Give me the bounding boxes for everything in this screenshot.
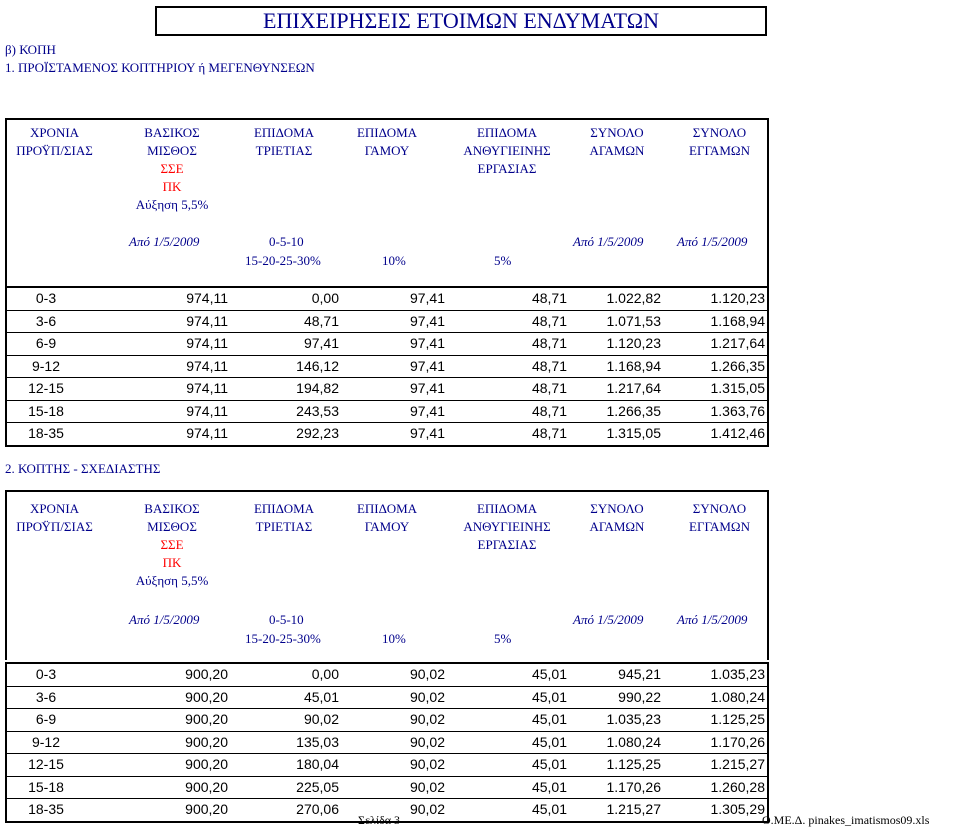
table-cell: 0,00 (311, 666, 339, 682)
table-cell: 15-18 (28, 778, 64, 795)
table-cell: 12-15 (28, 380, 64, 396)
table-cell: 9-12 (31, 357, 61, 374)
page-number: Σελίδα 3 (358, 813, 401, 827)
table-cell: 45,01 (531, 733, 567, 750)
table1-heading: 1. ΠΡΟΪΣΤΑΜΕΝΟΣ ΚΟΠΤΗΡΙΟΥ ή ΜΕΓΕΝΘΥΝΣΕΩΝ (5, 60, 315, 75)
table-cell: 1.125,25 (606, 756, 661, 772)
table-cell: 6-9 (35, 335, 57, 351)
table-cell: 1.215,27 (606, 801, 661, 817)
table2-heading: 2. ΚΟΠΤΗΣ - ΣΧΕΔΙΑΣΤΗΣ (5, 461, 161, 476)
table-cell: 900,20 (185, 711, 228, 727)
table-cell: 900,20 (185, 733, 228, 750)
table-cell: 990,22 (618, 688, 661, 705)
date-single: Από 1/5/2009 (573, 234, 644, 249)
header-total-married: ΣΥΝΟΛΟ ΕΓΓΑΜΩΝ (689, 125, 750, 158)
table-row (7, 732, 767, 755)
table-cell: 45,01 (303, 688, 339, 705)
header-basic-salary: ΒΑΣΙΚΟΣ ΜΙΣΘΟΣ ΣΣΕ ΠΚ Αύξηση 5,5% (135, 501, 209, 588)
table-cell: 900,20 (185, 666, 228, 682)
table-cell: 97,41 (409, 425, 445, 441)
table-cell: 1.315,05 (710, 380, 765, 396)
table-cell: 48,71 (303, 312, 339, 329)
table1-header (5, 118, 769, 288)
table-cell: 12-15 (28, 756, 64, 772)
gamou-pct: 10% (382, 631, 406, 646)
date-married: Από 1/5/2009 (677, 234, 748, 249)
table-cell: 0-3 (35, 290, 57, 306)
table-cell: 90,02 (303, 711, 339, 727)
table-cell: 974,11 (186, 290, 228, 306)
table-row (7, 777, 767, 800)
anthygieinis-pct: 5% (494, 253, 512, 268)
table-cell: 1.412,46 (710, 425, 765, 441)
table-row (7, 401, 767, 424)
table-row (7, 378, 767, 401)
table2-header (5, 490, 769, 660)
table-cell: 90,02 (409, 778, 445, 795)
table-cell: 1.080,24 (606, 733, 661, 750)
table-cell: 45,01 (531, 756, 567, 772)
table-cell: 900,20 (185, 688, 228, 705)
table-cell: 48,71 (531, 380, 567, 396)
file-name: Ο.ΜΕ.Δ. pinakes_imatismos09.xls (762, 813, 930, 827)
trietia-range1: 0-5-10 (269, 234, 304, 249)
table-cell: 1.363,76 (710, 402, 765, 419)
date-single: Από 1/5/2009 (573, 612, 644, 627)
table-cell: 1.120,23 (710, 290, 765, 306)
table-cell: 1.217,64 (710, 335, 765, 351)
table2-data (5, 662, 769, 823)
header-total-single: ΣΥΝΟΛΟ ΑΓΑΜΩΝ (589, 125, 645, 158)
table-cell: 45,01 (531, 666, 567, 682)
trietia-range2: 15-20-25-30% (245, 253, 321, 268)
table-cell: 97,41 (409, 380, 445, 396)
table-row (7, 709, 767, 732)
header-year: ΧΡΟΝΙΑ ΠΡΟΫΠ/ΣΙΑΣ (16, 501, 93, 534)
table-cell: 945,21 (618, 666, 661, 682)
header-year: ΧΡΟΝΙΑ ΠΡΟΫΠ/ΣΙΑΣ (16, 125, 93, 158)
table-cell: 900,20 (185, 801, 228, 817)
table-row (7, 288, 767, 311)
header-basic-salary: ΒΑΣΙΚΟΣ ΜΙΣΘΟΣ ΣΣΕ ΠΚ Αύξηση 5,5% (135, 125, 209, 212)
table-cell: 1.168,94 (606, 357, 661, 374)
table-cell: 97,41 (409, 290, 445, 306)
table-row (7, 311, 767, 334)
table-cell: 48,71 (531, 312, 567, 329)
table-cell: 974,11 (186, 425, 228, 441)
table-cell: 97,41 (409, 335, 445, 351)
table-row (7, 356, 767, 379)
header-total-single: ΣΥΝΟΛΟ ΑΓΑΜΩΝ (589, 501, 645, 534)
table-cell: 974,11 (186, 335, 228, 351)
table-cell: 225,05 (296, 778, 339, 795)
table-cell: 18-35 (28, 801, 64, 817)
table-cell: 90,02 (409, 733, 445, 750)
table-cell: 1.071,53 (606, 312, 661, 329)
table-cell: 90,02 (409, 756, 445, 772)
header-trietia: ΕΠΙΔΟΜΑ ΤΡΙΕΤΙΑΣ (253, 501, 315, 534)
table-cell: 90,02 (409, 666, 445, 682)
date-basic: Από 1/5/2009 (129, 234, 200, 249)
table-row (7, 333, 767, 356)
table-cell: 1.125,25 (710, 711, 765, 727)
table-cell: 0-3 (35, 666, 57, 682)
table-cell: 1.170,26 (710, 733, 765, 750)
table-row (7, 423, 767, 445)
section-label: β) ΚΟΠΗ (5, 42, 56, 57)
table-cell: 48,71 (531, 335, 567, 351)
table-cell: 1.080,24 (710, 688, 765, 705)
table-cell: 3-6 (35, 312, 57, 329)
gamou-pct: 10% (382, 253, 406, 268)
header-gamou: ΕΠΙΔΟΜΑ ΓΑΜΟΥ (356, 125, 418, 158)
page-title: ΕΠΙΧΕΙΡΗΣΕΙΣ ΕΤΟΙΜΩΝ ΕΝΔΥΜΑΤΩΝ (155, 6, 767, 36)
table-cell: 1.022,82 (606, 290, 661, 306)
table-cell: 1.260,28 (710, 778, 765, 795)
table-cell: 9-12 (31, 733, 61, 750)
table-cell: 48,71 (531, 402, 567, 419)
table-cell: 90,02 (409, 711, 445, 727)
table-cell: 974,11 (186, 402, 228, 419)
table-cell: 1.168,94 (710, 312, 765, 329)
table-cell: 45,01 (531, 801, 567, 817)
table-cell: 45,01 (531, 688, 567, 705)
table-cell: 1.266,35 (710, 357, 765, 374)
table-cell: 48,71 (531, 357, 567, 374)
header-trietia: ΕΠΙΔΟΜΑ ΤΡΙΕΤΙΑΣ (253, 125, 315, 158)
table1-data (5, 286, 769, 447)
table-cell: 97,41 (409, 402, 445, 419)
table-cell: 974,11 (186, 380, 228, 396)
table-cell: 48,71 (531, 425, 567, 441)
table-cell: 1.315,05 (606, 425, 661, 441)
table-cell: 270,06 (296, 801, 339, 817)
date-married: Από 1/5/2009 (677, 612, 748, 627)
header-total-married: ΣΥΝΟΛΟ ΕΓΓΑΜΩΝ (689, 501, 750, 534)
table-cell: 15-18 (28, 402, 64, 419)
table-cell: 97,41 (409, 357, 445, 374)
table-cell: 1.305,29 (710, 801, 765, 817)
table-cell: 1.035,23 (710, 666, 765, 682)
header-anthygieinis: ΕΠΙΔΟΜΑ ΑΝΘΥΓΙΕΙΝΗΣ ΕΡΓΑΣΙΑΣ (463, 125, 551, 176)
header-gamou: ΕΠΙΔΟΜΑ ΓΑΜΟΥ (356, 501, 418, 534)
anthygieinis-pct: 5% (494, 631, 512, 646)
table-cell: 45,01 (531, 778, 567, 795)
table-cell: 974,11 (186, 357, 228, 374)
table-cell: 1.266,35 (606, 402, 661, 419)
table-cell: 243,53 (296, 402, 339, 419)
table-cell: 194,82 (296, 380, 339, 396)
table-cell: 180,04 (296, 756, 339, 772)
table-cell: 45,01 (531, 711, 567, 727)
table-cell: 6-9 (35, 711, 57, 727)
table-cell: 90,02 (409, 801, 445, 817)
table-cell: 48,71 (531, 290, 567, 306)
table-cell: 900,20 (185, 778, 228, 795)
table-cell: 292,23 (296, 425, 339, 441)
table-row (7, 754, 767, 777)
table-row (7, 687, 767, 710)
table-cell: 0,00 (311, 290, 339, 306)
table-cell: 1.120,23 (606, 335, 661, 351)
table-cell: 18-35 (28, 425, 64, 441)
header-anthygieinis: ΕΠΙΔΟΜΑ ΑΝΘΥΓΙΕΙΝΗΣ ΕΡΓΑΣΙΑΣ (463, 501, 551, 552)
table-cell: 97,41 (303, 335, 339, 351)
table-cell: 146,12 (296, 357, 339, 374)
table-cell: 900,20 (185, 756, 228, 772)
trietia-range1: 0-5-10 (269, 612, 304, 627)
table-row (7, 664, 767, 687)
date-basic: Από 1/5/2009 (129, 612, 200, 627)
table-cell: 135,03 (296, 733, 339, 750)
table-cell: 1.215,27 (710, 756, 765, 772)
table-cell: 1.170,26 (606, 778, 661, 795)
table-cell: 1.217,64 (606, 380, 661, 396)
table-cell: 97,41 (409, 312, 445, 329)
table-cell: 974,11 (186, 312, 228, 329)
table-cell: 90,02 (409, 688, 445, 705)
table-cell: 1.035,23 (606, 711, 661, 727)
table-cell: 3-6 (35, 688, 57, 705)
trietia-range2: 15-20-25-30% (245, 631, 321, 646)
